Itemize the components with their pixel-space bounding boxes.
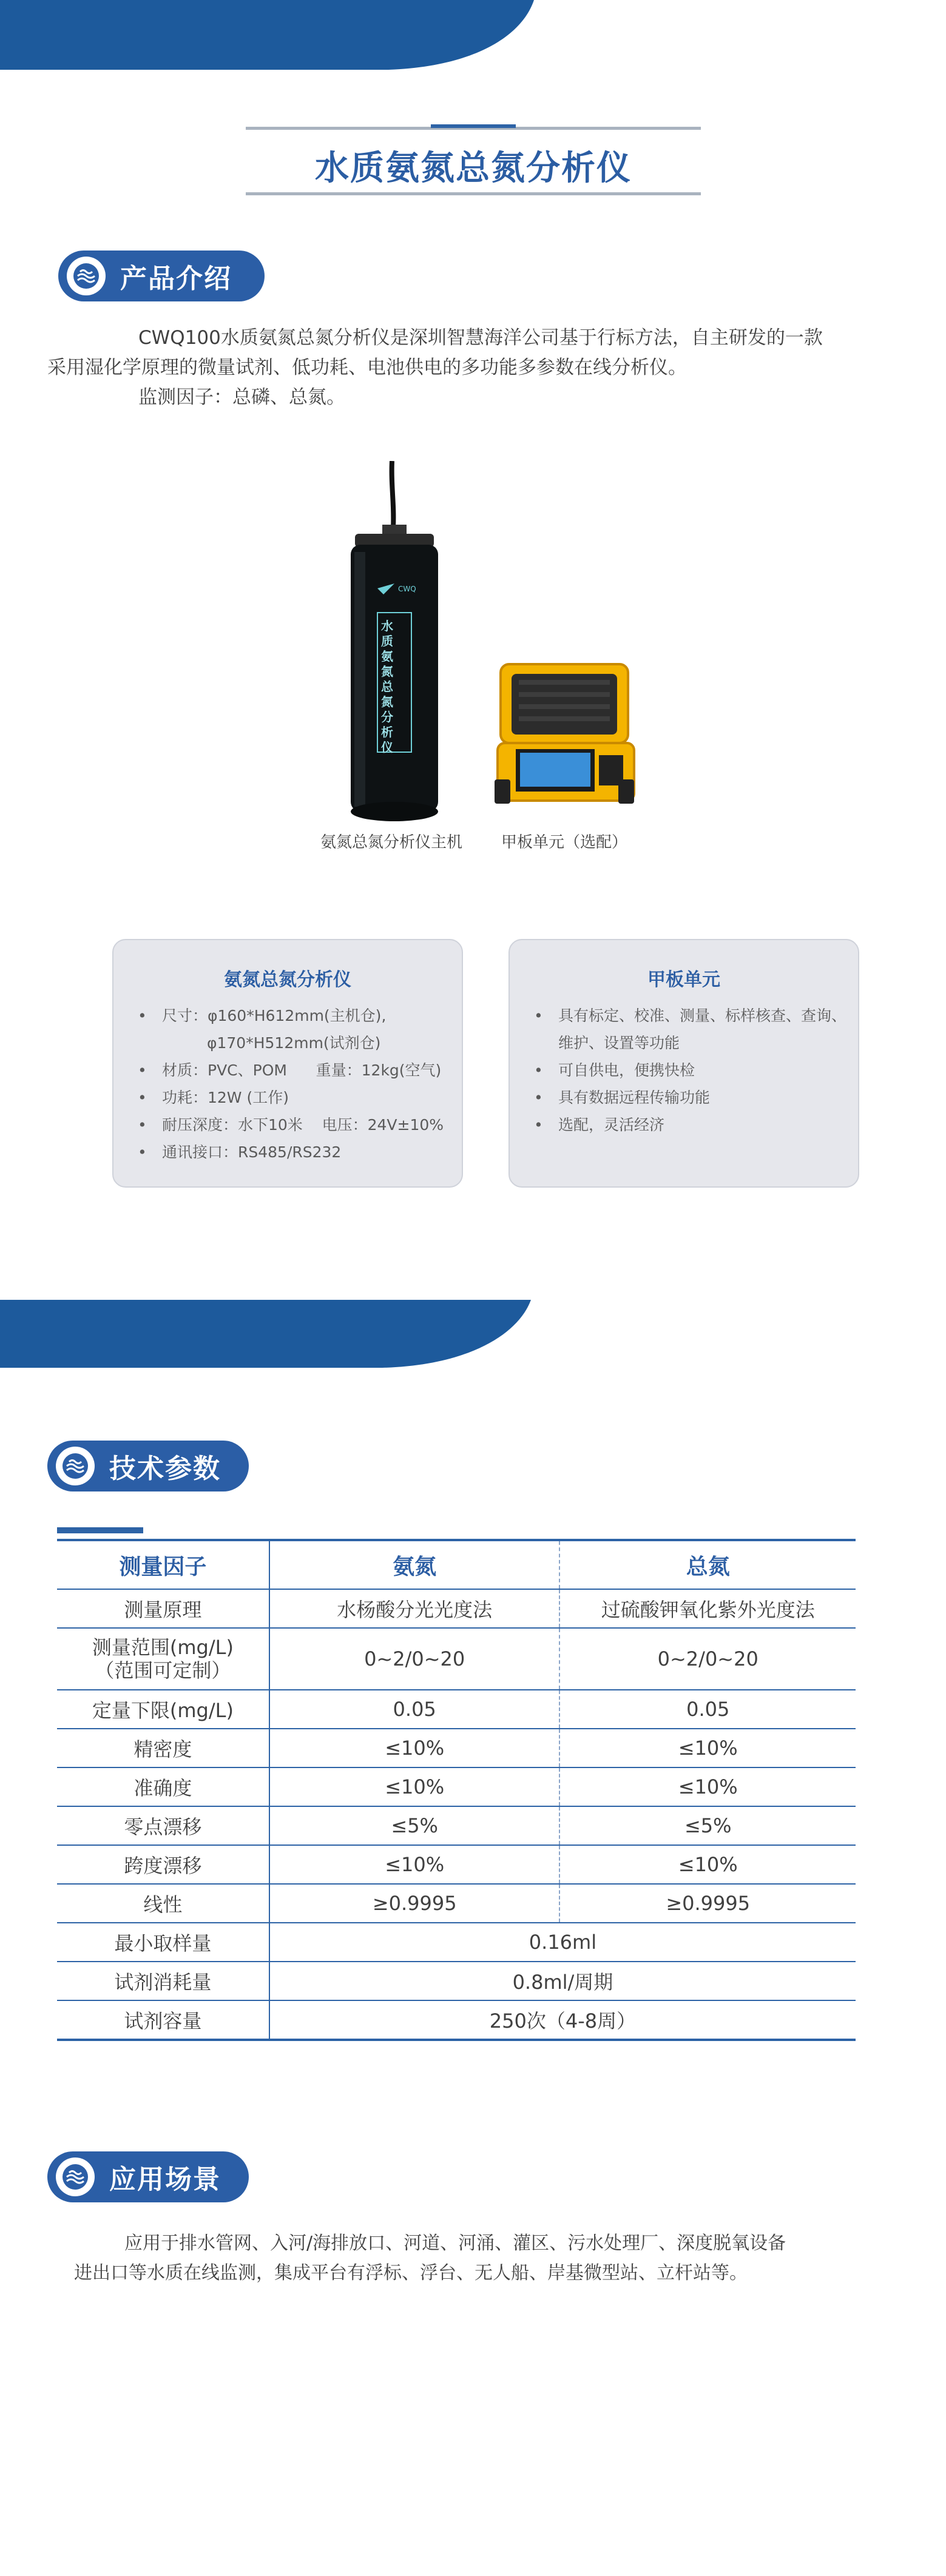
row-label: 零点漂移 <box>57 1806 269 1845</box>
deck-unit-caption: 甲板单元（选配） <box>501 833 627 852</box>
total-nitrogen-value: ≤5% <box>559 1806 856 1845</box>
row-label: 精密度 <box>57 1729 269 1767</box>
spec-item: 维护、设置等功能 <box>558 1034 680 1052</box>
table-row <box>57 1589 856 1628</box>
table-row <box>57 1845 856 1884</box>
page-title-block <box>246 124 701 196</box>
tech-spec-table <box>57 1539 856 2041</box>
intro-line-2: 采用湿化学原理的微量试剂、低功耗、电池供电的多功能多参数在线分析仪。 <box>47 357 687 378</box>
table-row <box>57 1767 856 1806</box>
total-nitrogen-value: 0~2/0~20 <box>559 1628 856 1690</box>
ammonia-value: ≤10% <box>269 1845 560 1884</box>
table-header-cell: 氨氮 <box>269 1540 560 1589</box>
ammonia-value: ≥0.9995 <box>269 1884 560 1923</box>
total-nitrogen-value: 过硫酸钾氧化紫外光度法 <box>559 1589 856 1628</box>
row-label: 测量原理 <box>57 1589 269 1628</box>
table-row <box>57 1628 856 1690</box>
total-nitrogen-value: ≤10% <box>559 1767 856 1806</box>
row-label-sub: （范围可定制） <box>95 1659 231 1682</box>
row-label <box>57 1628 269 1690</box>
table-row <box>57 1729 856 1767</box>
section-divider-swoosh <box>0 1300 546 1370</box>
table-row <box>57 1806 856 1845</box>
total-nitrogen-value: ≤10% <box>559 1845 856 1884</box>
water-waves-icon <box>56 1447 95 1485</box>
table-row <box>57 2000 856 2040</box>
ammonia-value: ≤10% <box>269 1729 560 1767</box>
analyzer-body-label: 水质氨氮总氮分析仪 <box>381 619 393 755</box>
row-label: 跨度漂移 <box>57 1845 269 1884</box>
section-heading-application <box>47 2151 249 2202</box>
spec-item: • 耐压深度：水下10米 电压：24V±10% <box>113 1111 462 1138</box>
row-label: 定量下限(mg/L) <box>57 1690 269 1729</box>
analyzer-main-unit-image <box>340 461 449 825</box>
spec-card-title: 氨氮总氮分析仪 <box>224 969 351 990</box>
page-title: 水质氨氮总氮分析仪 <box>315 149 632 188</box>
table-accent-bar <box>57 1527 143 1533</box>
table-row <box>57 1923 856 1962</box>
table-header-cell: 总氮 <box>559 1540 856 1589</box>
row-label: 最小取样量 <box>57 1923 269 1962</box>
spec-item: • 可自供电，便携快检 <box>510 1057 858 1084</box>
section-heading-label: 产品介绍 <box>120 263 232 294</box>
shared-value: 0.16ml <box>269 1923 856 1962</box>
ammonia-value: ≤5% <box>269 1806 560 1845</box>
table-row <box>57 1690 856 1729</box>
main-unit-caption: 氨氮总氮分析仪主机 <box>320 833 462 852</box>
spec-item: • 功耗：12W (工作) <box>113 1084 462 1111</box>
ammonia-value: ≤10% <box>269 1767 560 1806</box>
section-heading-label: 应用场景 <box>109 2164 221 2195</box>
spec-item: • 具有数据远程传输功能 <box>510 1084 858 1111</box>
table-row <box>57 1962 856 2000</box>
spec-item: • 材质：PVC、POM 重量：12kg(空气) <box>113 1057 462 1084</box>
deck-unit-case-image <box>495 658 640 810</box>
spec-item: • 尺寸：φ160*H612mm(主机仓), <box>113 1002 462 1029</box>
application-line-2: 进出口等水质在线监测，集成平台有浮标、浮台、无人船、岸基微型站、立杆站等。 <box>74 2262 748 2284</box>
spec-item: φ170*H512mm(试剂仓) <box>207 1034 381 1052</box>
section-heading-label: 技术参数 <box>109 1453 221 1484</box>
application-line-1: 应用于排水管网、入河/海排放口、河道、河涌、灌区、污水处理厂、深度脱氧设备 <box>124 2233 786 2254</box>
spec-card-deck-unit <box>508 939 859 1188</box>
water-waves-icon <box>67 257 106 295</box>
shared-value: 250次（4-8周） <box>269 2000 856 2040</box>
section-heading-tech <box>47 1441 249 1491</box>
table-header-row <box>57 1540 856 1589</box>
table-row <box>57 1884 856 1923</box>
water-waves-icon <box>56 2157 95 2196</box>
row-label-main: 测量范围(mg/L) <box>92 1636 234 1659</box>
top-banner-swoosh <box>0 0 546 73</box>
ammonia-value: 水杨酸分光光度法 <box>269 1589 560 1628</box>
row-label: 试剂容量 <box>57 2000 269 2040</box>
intro-line-3: 监测因子：总磷、总氮。 <box>138 386 345 408</box>
spec-item: • 通讯接口：RS485/RS232 <box>113 1138 462 1166</box>
brand-logo-text: CWQ <box>398 585 416 593</box>
ammonia-value: 0~2/0~20 <box>269 1628 560 1690</box>
total-nitrogen-value: 0.05 <box>559 1690 856 1729</box>
intro-line-1: CWQ100水质氨氮总氮分析仪是深圳智慧海洋公司基于行标方法，自主研发的一款 <box>138 327 823 349</box>
row-label: 准确度 <box>57 1767 269 1806</box>
shared-value: 0.8ml/周期 <box>269 1962 856 2000</box>
spec-item: • 具有标定、校准、测量、标样核查、查询、 <box>510 1002 858 1029</box>
row-label: 线性 <box>57 1884 269 1923</box>
spec-item: • 选配，灵活经济 <box>510 1111 858 1138</box>
row-label: 试剂消耗量 <box>57 1962 269 2000</box>
total-nitrogen-value: ≤10% <box>559 1729 856 1767</box>
spec-card-analyzer <box>112 939 463 1188</box>
table-header-cell: 测量因子 <box>57 1540 269 1589</box>
total-nitrogen-value: ≥0.9995 <box>559 1884 856 1923</box>
ammonia-value: 0.05 <box>269 1690 560 1729</box>
spec-card-title: 甲板单元 <box>647 969 720 990</box>
section-heading-intro <box>58 251 265 301</box>
